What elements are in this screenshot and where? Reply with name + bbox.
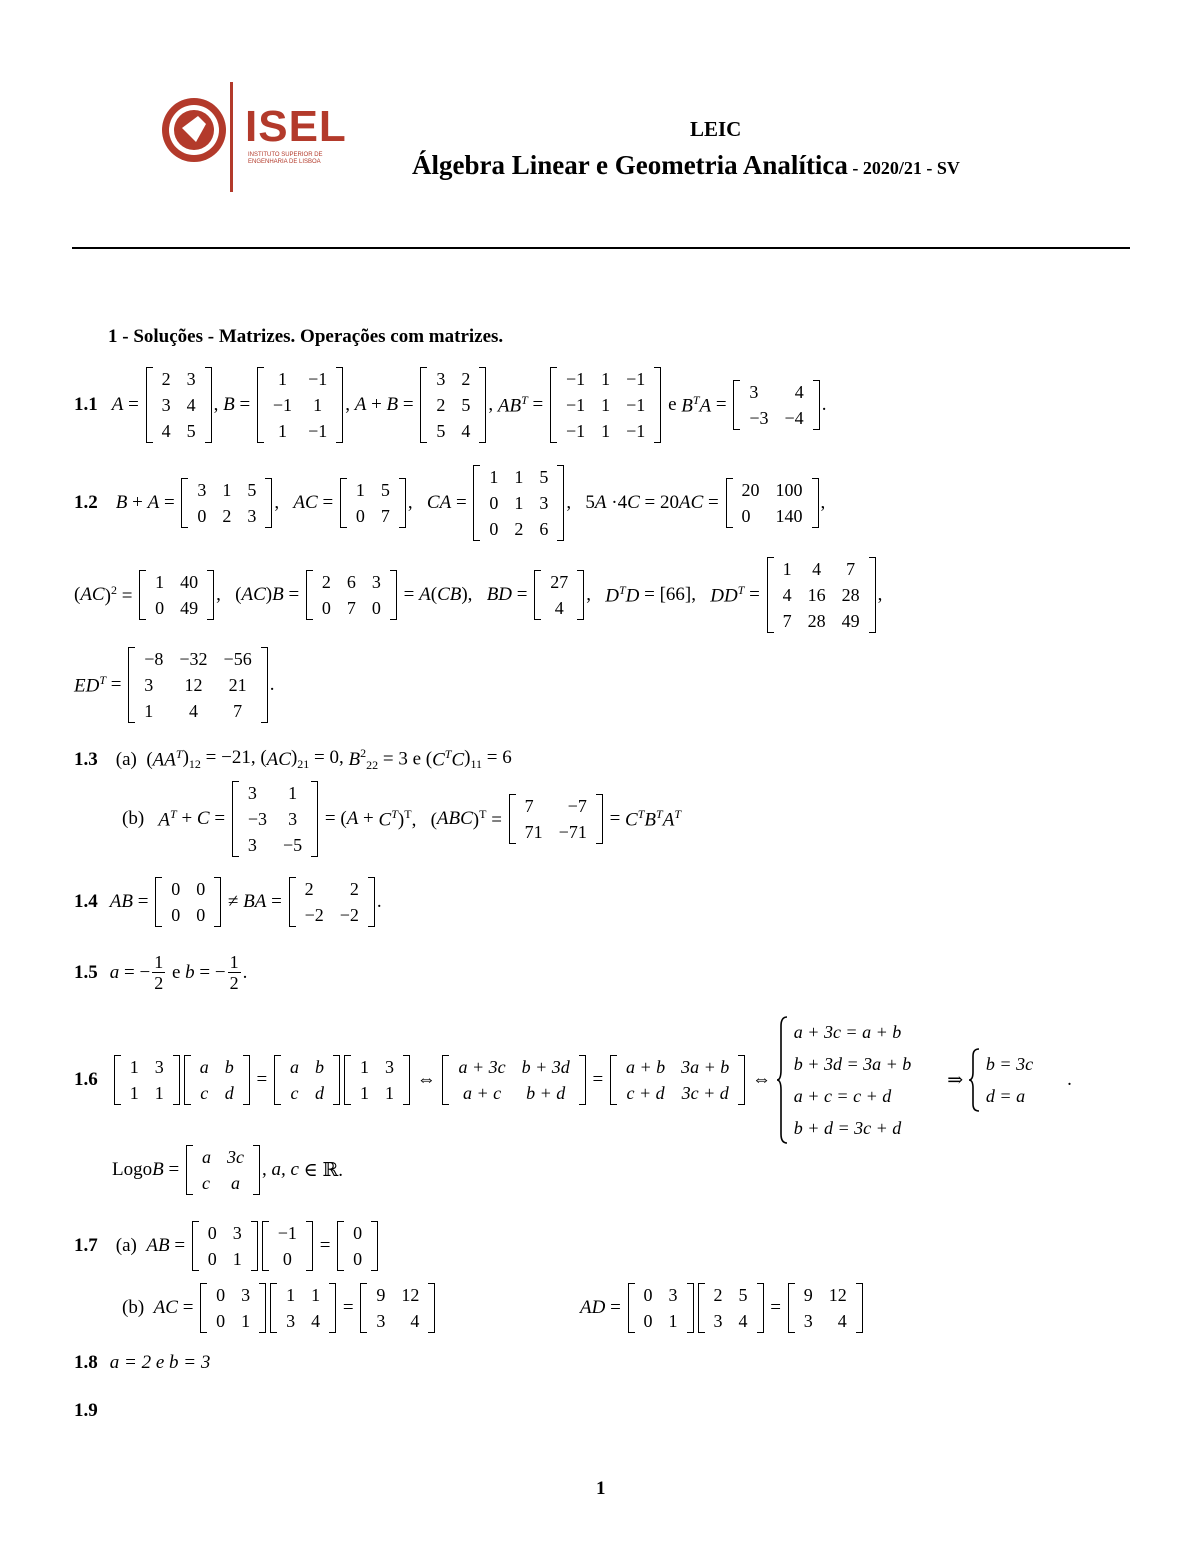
solution-1-7b: (b) AC = 0 3 0 1 1 1 3 4 = 9 12 3 4 [122, 1282, 437, 1334]
matrix-ddt: 1 4 7 4 16 28 7 28 49 [767, 556, 876, 634]
item-number: 1.7 [74, 1235, 98, 1256]
matrix-a7c: 0 3 0 1 [628, 1282, 694, 1334]
matrix-b-plus-a: 3 1 5 0 2 3 [181, 477, 272, 529]
item-number: 1.2 [74, 492, 98, 513]
solution-1-2-line3: $ED^T$ = −8 −32 −56 3 12 21 1 4 7 . [74, 646, 274, 724]
solution-1-2-line2: ( AC )$^2$ = 1 40 0 49 , ( AC ) B = 2 6 3 0 7 0 = A ( CB ), BD = 27 4 , $D^TD$ = [66], $DD^T$ = 1 4 7 4 16 28 7 28 49 , [74, 556, 882, 634]
matrix-ac-squared: 1 40 0 49 [139, 569, 214, 621]
item-number: 1.9 [74, 1400, 98, 1421]
matrix-b-general: a 3c c a [186, 1144, 260, 1196]
matrix-b7: −1 0 [262, 1220, 313, 1272]
matrix-zero: 0 0 [337, 1220, 378, 1272]
solution-1-8 [74, 1352, 210, 1374]
matrix-c7: 1 1 3 4 [270, 1282, 336, 1334]
page-number: 1 [596, 1478, 606, 1499]
item-number: 1.6 [74, 1069, 98, 1090]
matrix-ad7: 9 12 3 4 [788, 1282, 863, 1334]
matrix-abcd: a b c d [184, 1054, 250, 1106]
matrix-bd: 27 4 [534, 569, 584, 621]
logo-subtext: INSTITUTO SUPERIOR DE ENGENHARIA DE LISBOA [248, 152, 323, 165]
matrix-a: 2 3 3 4 4 5 [146, 366, 212, 444]
matrix-m-2: 1 3 1 1 [344, 1054, 410, 1106]
solution-1-3a: 1.3 (a) ( $AA^T$ )$_{12} = -21$, ( AC )$_{21} = 0$, B $^2_{22}$ = 3 e ( $C^TC$ )$_{11} = 6$ [74, 746, 512, 773]
matrix-m: 1 3 1 1 [114, 1054, 180, 1106]
solution-1-3b: (b) $A^T$ + C = 3 1 −3 3 3 −5 = ( A + $C^T$ )$^T$, ( ABC )$^T$ = 7 −7 71 −71 = $C^TB^TA^T$ [122, 780, 681, 858]
matrix-ac7: 9 12 3 4 [360, 1282, 435, 1334]
matrix-ca: 1 1 5 0 1 3 0 2 6 [473, 464, 564, 542]
matrix-abt: −1 1 −1 −1 1 −1 −1 1 −1 [550, 366, 661, 444]
matrix-a-plus-b: 3 2 2 5 5 4 [420, 366, 486, 444]
section-title: 1 - Soluções - Matrizes. Operações com matrizes. [108, 326, 504, 347]
left-brace-icon [776, 1016, 788, 1144]
header-rule [72, 247, 1130, 249]
isel-logo [160, 80, 350, 192]
matrix-d7: 2 5 3 4 [698, 1282, 764, 1334]
item-1-8-text: a = 2 e b = 3 [109, 1352, 211, 1373]
matrix-b: 1 −1 −1 1 1 −1 [257, 366, 343, 444]
logo-text: ISEL [245, 102, 347, 151]
course-label: LEIC [690, 117, 742, 141]
solution-1-1: 1.1 A = 2 3 3 4 4 5 , B = 1 −1 −1 1 1 −1 , A + B = 3 2 2 5 5 4 , $AB^T$ = −1 1 −1 −1 1 −1 −1 1 −1 e $B^TA$ = 3 4 −3 −4 . [74, 366, 826, 444]
solution-1-4: 1.4 AB = 0 0 0 0 ≠ BA = 2 2 −2 −2 . [74, 876, 382, 928]
solution-1-9 [74, 1400, 98, 1422]
matrix-product-right: a + b 3a + b c + d 3c + d [610, 1054, 745, 1106]
document-title [412, 150, 960, 181]
item-number: 1.1 [74, 394, 98, 415]
matrix-acb: 2 6 3 0 7 0 [306, 569, 397, 621]
solution-1-6-conclusion: Logo B = a 3c c a , a, c ∈ ℝ. [112, 1144, 343, 1196]
logo-label: Logo [112, 1159, 153, 1180]
matrix-bta: 3 4 −3 −4 [733, 379, 819, 431]
solution-1-2-line1: 1.2 B + A = 3 1 5 0 2 3 , AC = 1 5 0 7 , CA = 1 1 5 0 1 3 0 2 6 , 5 A ·4 C = 20 AC = 20 100 0 140 , [74, 464, 825, 542]
matrix-edt: −8 −32 −56 3 12 21 1 4 7 [128, 646, 267, 724]
title-main: Álgebra Linear e Geometria Analítica [412, 150, 848, 180]
item-number: 1.5 [74, 961, 98, 983]
title-suffix: - 2020/21 - SV [847, 158, 960, 178]
matrix-a7: 0 3 0 1 [192, 1220, 258, 1272]
matrix-ab: 0 0 0 0 [155, 876, 221, 928]
solution-1-7b-ad: AD = 0 3 0 1 2 5 3 4 = 9 12 3 4 [580, 1282, 865, 1334]
matrix-20ac: 20 100 0 140 [726, 477, 819, 529]
solution-1-7a: 1.7 (a) AB = 0 3 0 1 −1 0 = 0 0 [74, 1220, 380, 1272]
system-of-equations: a + 3c = a + b b + 3d = 3a + b a + c = c + d b + d = 3c + d [776, 1016, 911, 1144]
matrix-a7b: 0 3 0 1 [200, 1282, 266, 1334]
item-number: 1.4 [74, 891, 98, 912]
matrix-product-left: a + 3c b + 3d a + c b + d [442, 1054, 585, 1106]
solution-1-5: 1.5 a = − $\frac{1}{2}$ e b = − $\frac{1}{2}$ . [74, 952, 248, 993]
left-brace-icon [968, 1048, 980, 1112]
matrix-ac: 1 5 0 7 [340, 477, 406, 529]
solution-1-6: 1.6 1 3 1 1 a b c d = a b c d 1 3 1 1 ⇔ a + 3c b + 3d a + c b + d = a + b 3a + b c + d 3c + d ⇔ a + 3c = a + b b + 3d = 3a + b a + c = c + d b + d = 3c + d ⇒ b = 3c d = a . [74, 1016, 1072, 1144]
matrix-at-plus-c: 3 1 −3 3 3 −5 [232, 780, 318, 858]
matrix-ba: 2 2 −2 −2 [289, 876, 375, 928]
item-number: 1.3 [74, 748, 98, 770]
matrix-abc-t: 7 −7 71 −71 [509, 793, 603, 845]
system-solution: b = 3c d = a [968, 1048, 1033, 1112]
matrix-abcd-2: a b c d [274, 1054, 340, 1106]
item-number: 1.8 [74, 1352, 98, 1373]
